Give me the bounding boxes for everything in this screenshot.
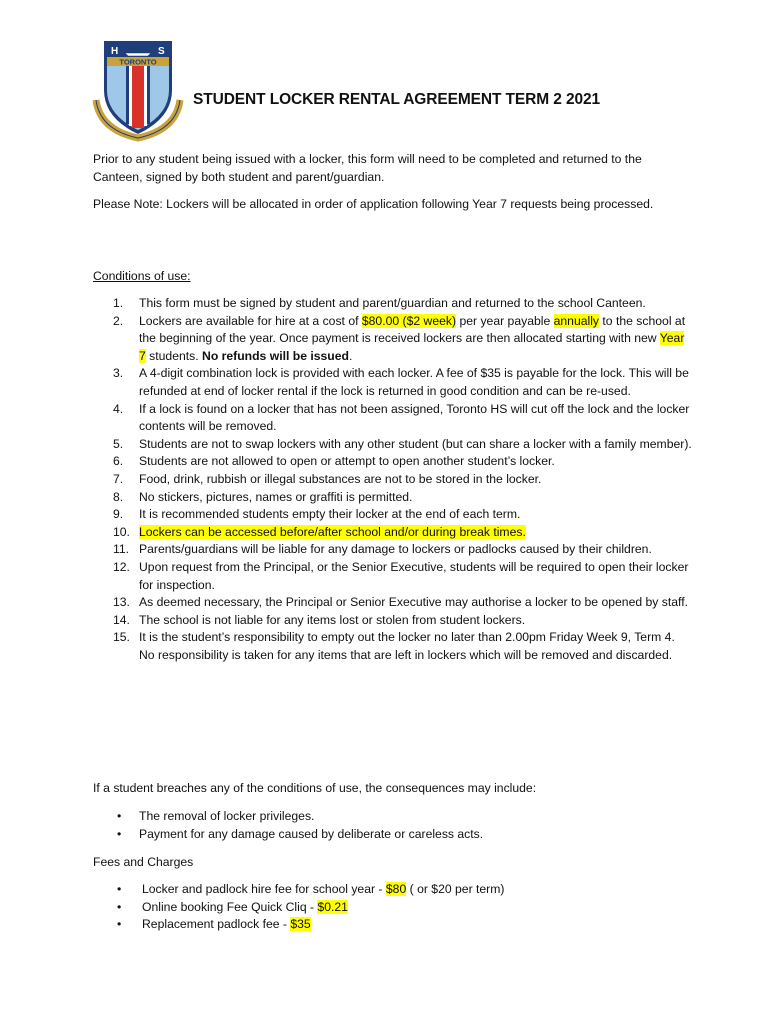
condition-number: 1.: [113, 296, 124, 310]
condition-item: [93, 629, 693, 664]
condition-text-part: per year payable: [456, 313, 554, 328]
condition-item: [93, 594, 693, 612]
condition-number: 3.: [113, 366, 124, 381]
condition-text: If a lock is found on a locker that has not been assigned, Toronto HS will cut off the lock and the locker contents will be removed.: [139, 401, 690, 434]
condition-text: Upon request from the Principal, or the Senior Executive, students will be required to open their locker for inspection.: [139, 559, 689, 592]
condition-item: [93, 524, 693, 542]
condition-number: 8.: [113, 489, 124, 504]
fee-label: Replacement padlock fee -: [142, 917, 291, 932]
svg-text:TORONTO: TORONTO: [119, 57, 157, 67]
bullet-icon: •: [117, 882, 122, 896]
bullet-icon: •: [117, 826, 122, 841]
condition-text: Food, drink, rubbish or illegal substances are not to be stored in the locker.: [139, 471, 542, 486]
condition-number: 6.: [113, 454, 124, 469]
consequence-item: [93, 808, 483, 826]
highlight-cost: $80.00 ($2 week): [361, 313, 457, 328]
condition-text-part: to the school at the beginning of the year. Once payment is received lockers are then allocated starting with new: [139, 313, 686, 346]
condition-number: 12.: [113, 559, 130, 574]
bullet-icon: •: [117, 917, 122, 932]
condition-item: [93, 471, 693, 489]
fee-label: Online booking Fee Quick Cliq -: [142, 899, 318, 914]
condition-text: Students are not to swap lockers with any other student (but can share a locker with a family member).: [139, 436, 692, 451]
svg-text:S: S: [158, 46, 165, 57]
condition-item: [93, 313, 693, 366]
bullet-icon: •: [117, 899, 122, 914]
condition-text: It is recommended students empty their locker at the end of each term.: [139, 507, 521, 522]
condition-item: [93, 612, 693, 630]
condition-number: 5.: [113, 436, 124, 451]
condition-number: 13.: [113, 595, 130, 610]
condition-number: 4.: [113, 401, 124, 416]
consequence-text: Payment for any damage caused by deliberate or careless acts.: [139, 826, 484, 841]
condition-item: [93, 436, 693, 454]
bullet-icon: •: [117, 809, 122, 823]
condition-text-part: .: [348, 348, 353, 363]
condition-text: Parents/guardians will be liable for any damage to lockers or padlocks caused by their children.: [139, 542, 652, 557]
condition-text: Students are not allowed to open or attempt to open another student’s locker.: [139, 454, 555, 469]
fee-amount: $80: [385, 882, 407, 896]
conditions-list: [93, 295, 693, 664]
consequence-item: [93, 826, 483, 844]
condition-number: 14.: [113, 612, 130, 627]
condition-item: [93, 506, 693, 524]
condition-text: As deemed necessary, the Principal or Senior Executive may authorise a locker to be opened by staff.: [139, 595, 688, 610]
condition-item: [93, 559, 693, 594]
condition-number: 10.: [113, 524, 130, 539]
fee-label: Locker and padlock hire fee for school year -: [142, 882, 386, 896]
fee-suffix: ( or $20 per term): [406, 882, 505, 896]
fee-amount: $0.21: [317, 899, 348, 914]
highlight-year7: Year 7: [139, 331, 685, 363]
condition-text-highlighted: Lockers can be accessed before/after school and/or during break times.: [139, 524, 526, 539]
condition-item: [93, 401, 693, 436]
condition-item: [93, 365, 693, 400]
condition-text-part: students.: [145, 348, 203, 363]
breach-paragraph: If a student breaches any of the conditions of use, the consequences may include:: [93, 781, 537, 795]
consequence-text: The removal of locker privileges.: [139, 809, 315, 823]
condition-number: 7.: [113, 471, 124, 486]
highlight-annually: annually: [553, 313, 600, 328]
condition-text-part: Lockers are available for hire at a cost of: [139, 313, 362, 328]
fees-list: [93, 881, 504, 934]
condition-number: 15.: [113, 630, 130, 645]
fee-item: [93, 916, 504, 934]
condition-number: 11.: [113, 542, 130, 557]
note-paragraph: Please Note: Lockers will be allocated in order of application following Year 7 requests being processed.: [93, 197, 654, 211]
fee-item: [93, 881, 504, 899]
document-title: STUDENT LOCKER RENTAL AGREEMENT TERM 2 2021: [193, 91, 601, 108]
condition-number: 2.: [113, 313, 124, 328]
condition-item: [93, 489, 693, 507]
condition-text: No stickers, pictures, names or graffiti is permitted.: [139, 489, 413, 504]
condition-item: [93, 453, 693, 471]
condition-item: [93, 295, 693, 313]
fee-amount: $35: [290, 917, 311, 932]
conditions-heading: Conditions of use:: [93, 269, 191, 283]
no-refunds-text: No refunds will be issued: [202, 348, 349, 363]
condition-text: A 4-digit combination lock is provided with each locker. A fee of $35 is payable for the lock. This will be refunded at end of locker rental if the lock is returned in good condition and can be re-used.: [139, 366, 689, 398]
fee-item: [93, 899, 504, 917]
svg-text:H: H: [111, 46, 119, 57]
condition-text: The school is not liable for any items lost or stolen from student lockers.: [139, 612, 526, 627]
condition-item: [93, 541, 693, 559]
intro-paragraph: Prior to any student being issued with a locker, this form will need to be completed and returned to the Canteen, signed by both student and parent/guardian.: [93, 152, 642, 184]
consequences-list: [93, 808, 483, 843]
condition-text: This form must be signed by student and parent/guardian and returned to the school Canteen.: [139, 296, 646, 310]
fees-heading: Fees and Charges: [93, 855, 194, 869]
condition-number: 9.: [113, 507, 124, 522]
school-crest-logo: [92, 38, 184, 142]
condition-text: It is the student’s responsibility to empty out the locker no later than 2.00pm Friday Week 9, Term 4. No responsibility is taken for any items that are left in lockers which will be removed and discarded.: [139, 630, 675, 662]
